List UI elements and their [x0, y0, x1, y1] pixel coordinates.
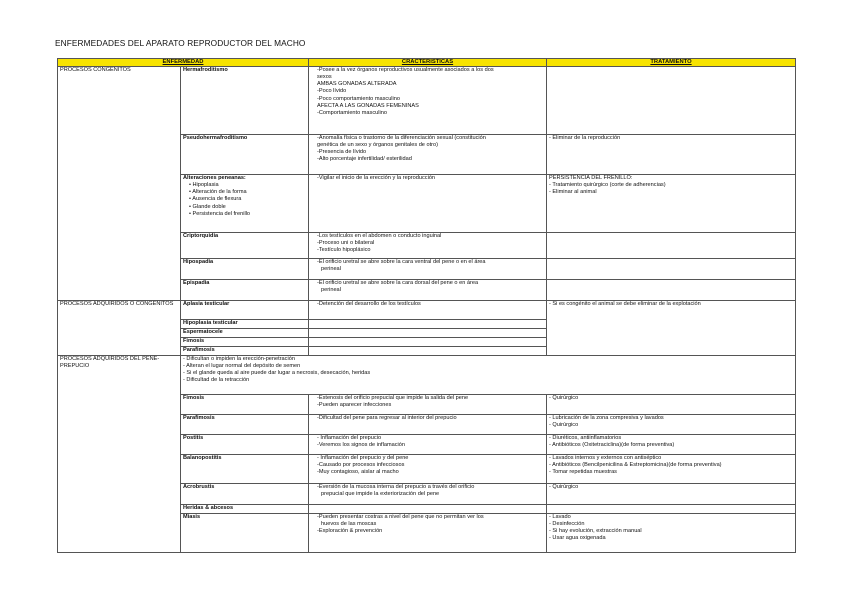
treatment-cell: - Lavados internos y externos con antiséptico - Antibióticos (Bencilpenicilina & Estreptomicina)(de forma preventiva) - Tomar repetidas muestras — [547, 454, 796, 483]
treatment-cell — [547, 66, 796, 134]
disease-name: Pseudohermafroditismo — [181, 134, 309, 174]
header-tratamiento: TRATAMIENTO — [547, 59, 796, 67]
treatment-cell: - Quirúrgico — [547, 394, 796, 414]
characteristics-cell: -El orificio uretral se abre sobre la cara ventral del pene o en el área perineal — [309, 258, 547, 279]
table-row — [58, 355, 796, 394]
characteristics-cell: -Eversión de la mucosa interna del prepucio a través del orificio prepucial que impide la exteriorización del pene — [309, 483, 547, 504]
header-enfermedad: ENFERMEDAD — [58, 59, 309, 67]
table-row — [58, 66, 796, 134]
treatment-cell: - Si es congénito el animal se debe eliminar de la explotación — [547, 300, 796, 355]
characteristics-cell: -Dificultad del pene para regresar al interior del prepucio — [309, 414, 547, 434]
characteristics-cell: -Anomalía física o trastorno de la diferenciación sexual (constitución genética de un sexo y órganos genitales de otro) -Presencia de lívido -Alto porcentaje infertilidad/ esterilidad — [309, 134, 547, 174]
treatment-cell — [547, 279, 796, 300]
disease-name: Balanopostitis — [181, 454, 309, 483]
characteristics-cell: -Vigilar el inicio de la erección y la reproducción — [309, 174, 547, 232]
characteristics-cell — [309, 328, 547, 337]
characteristics-cell: -Los testículos en el abdomen o conducto inguinal -Proceso uni o bilateral -Testículo hipoplásico — [309, 232, 547, 258]
treatment-cell: - Eliminar de la reproducción — [547, 134, 796, 174]
characteristics-cell — [309, 337, 547, 346]
disease-name: Hermafroditismo — [181, 66, 309, 134]
group-pene: PROCESOS ADQUIRIDOS DEL PENE-PREPUCIO — [58, 355, 181, 552]
disease-table — [57, 58, 796, 553]
disease-name: Miasis — [181, 513, 309, 552]
disease-name: Hipoplasia testicular — [181, 319, 309, 328]
disease-name: Espermatocele — [181, 328, 309, 337]
disease-name-cell: Alteraciones peneanas: • Hipoplasia • Alteración de la forma • Ausencia de flexura • Glande doble • Persistencia del frenillo — [181, 174, 309, 232]
characteristics-cell: - Inflamación del prepucio -Veremos los signos de inflamación — [309, 434, 547, 454]
characteristics-cell: -Detención del desarrollo de los testículos — [309, 300, 547, 319]
disease-name: Aplasia testicular — [181, 300, 309, 319]
characteristics-cell: - Inflamación del prepucio y del pene -Causado por procesos infecciosos -Muy contagioso, aislar al macho — [309, 454, 547, 483]
treatment-cell: - Diuréticos, antiinflamatorios - Antibióticos (Oxitetraciclina)(de forma preventiva) — [547, 434, 796, 454]
treatment-cell — [547, 232, 796, 258]
disease-name: Parafimosis — [181, 346, 309, 355]
treatment-cell: - Lubricación de la zona compresiva y lavados - Quirúrgico — [547, 414, 796, 434]
characteristics-cell: -El orificio uretral se abre sobre la cara dorsal del pene o en área perineal — [309, 279, 547, 300]
document-title: ENFERMEDADES DEL APARATO REPRODUCTOR DEL MACHO — [55, 38, 306, 48]
header-caracteristicas: CRACTERÍSTICAS — [309, 59, 547, 67]
disease-name: Parafimosis — [181, 414, 309, 434]
disease-name: Fimosis — [181, 337, 309, 346]
group-congenitos: PROCESOS CONGÉNITOS — [58, 66, 181, 300]
treatment-cell: PERSISTENCIA DEL FRENILLO: - Tratamiento quirúrgico (corte de adherencias) - Eliminar al animal — [547, 174, 796, 232]
general-notes-cell: - Dificultan o impiden la erección-penetración - Alteran el lugar normal del depósito de semen - Si el glande queda al aire puede dar lugar a necrosis, desecación, heridas - Dificultad de la retracción — [181, 355, 796, 394]
treatment-cell — [547, 504, 796, 513]
characteristics-cell — [309, 319, 547, 328]
disease-name: Epispadia — [181, 279, 309, 300]
characteristics-cell: -Estenosis del orificio prepucial que impide la salida del pene -Pueden aparecer infecciones — [309, 394, 547, 414]
disease-name: Heridas & abcesos — [181, 504, 309, 513]
table-header-row — [58, 59, 796, 67]
treatment-cell: - Lavado - Desinfección - Si hay evolución, extracción manual - Usar agua oxigenada — [547, 513, 796, 552]
treatment-cell: - Quirúrgico — [547, 483, 796, 504]
group-adquiridos: PROCESOS ADQUIRIDOS O CONGÉNITOS — [58, 300, 181, 355]
disease-name: Hipospadia — [181, 258, 309, 279]
disease-name: Criptorquidia — [181, 232, 309, 258]
disease-name: Postitis — [181, 434, 309, 454]
table-row — [58, 300, 796, 319]
characteristics-cell: -Pueden presentar costras a nivel del pene que no permitan ver los huevos de las moscas -Exploración & prevención — [309, 513, 547, 552]
characteristics-cell — [309, 504, 547, 513]
characteristics-cell: -Posee a la vez órganos reproductivos usualmente asociados a los dos sexos ÁMBAS GÓNADAS ALTERADA -Poco lívido -Poco comportamiento masculino AFECTA A LAS GÓNADAS FEMENINAS -Comportamiento masculino — [309, 66, 547, 134]
disease-name: Acrobrustis — [181, 483, 309, 504]
treatment-cell — [547, 258, 796, 279]
characteristics-cell — [309, 346, 547, 355]
disease-name: Fimosis — [181, 394, 309, 414]
